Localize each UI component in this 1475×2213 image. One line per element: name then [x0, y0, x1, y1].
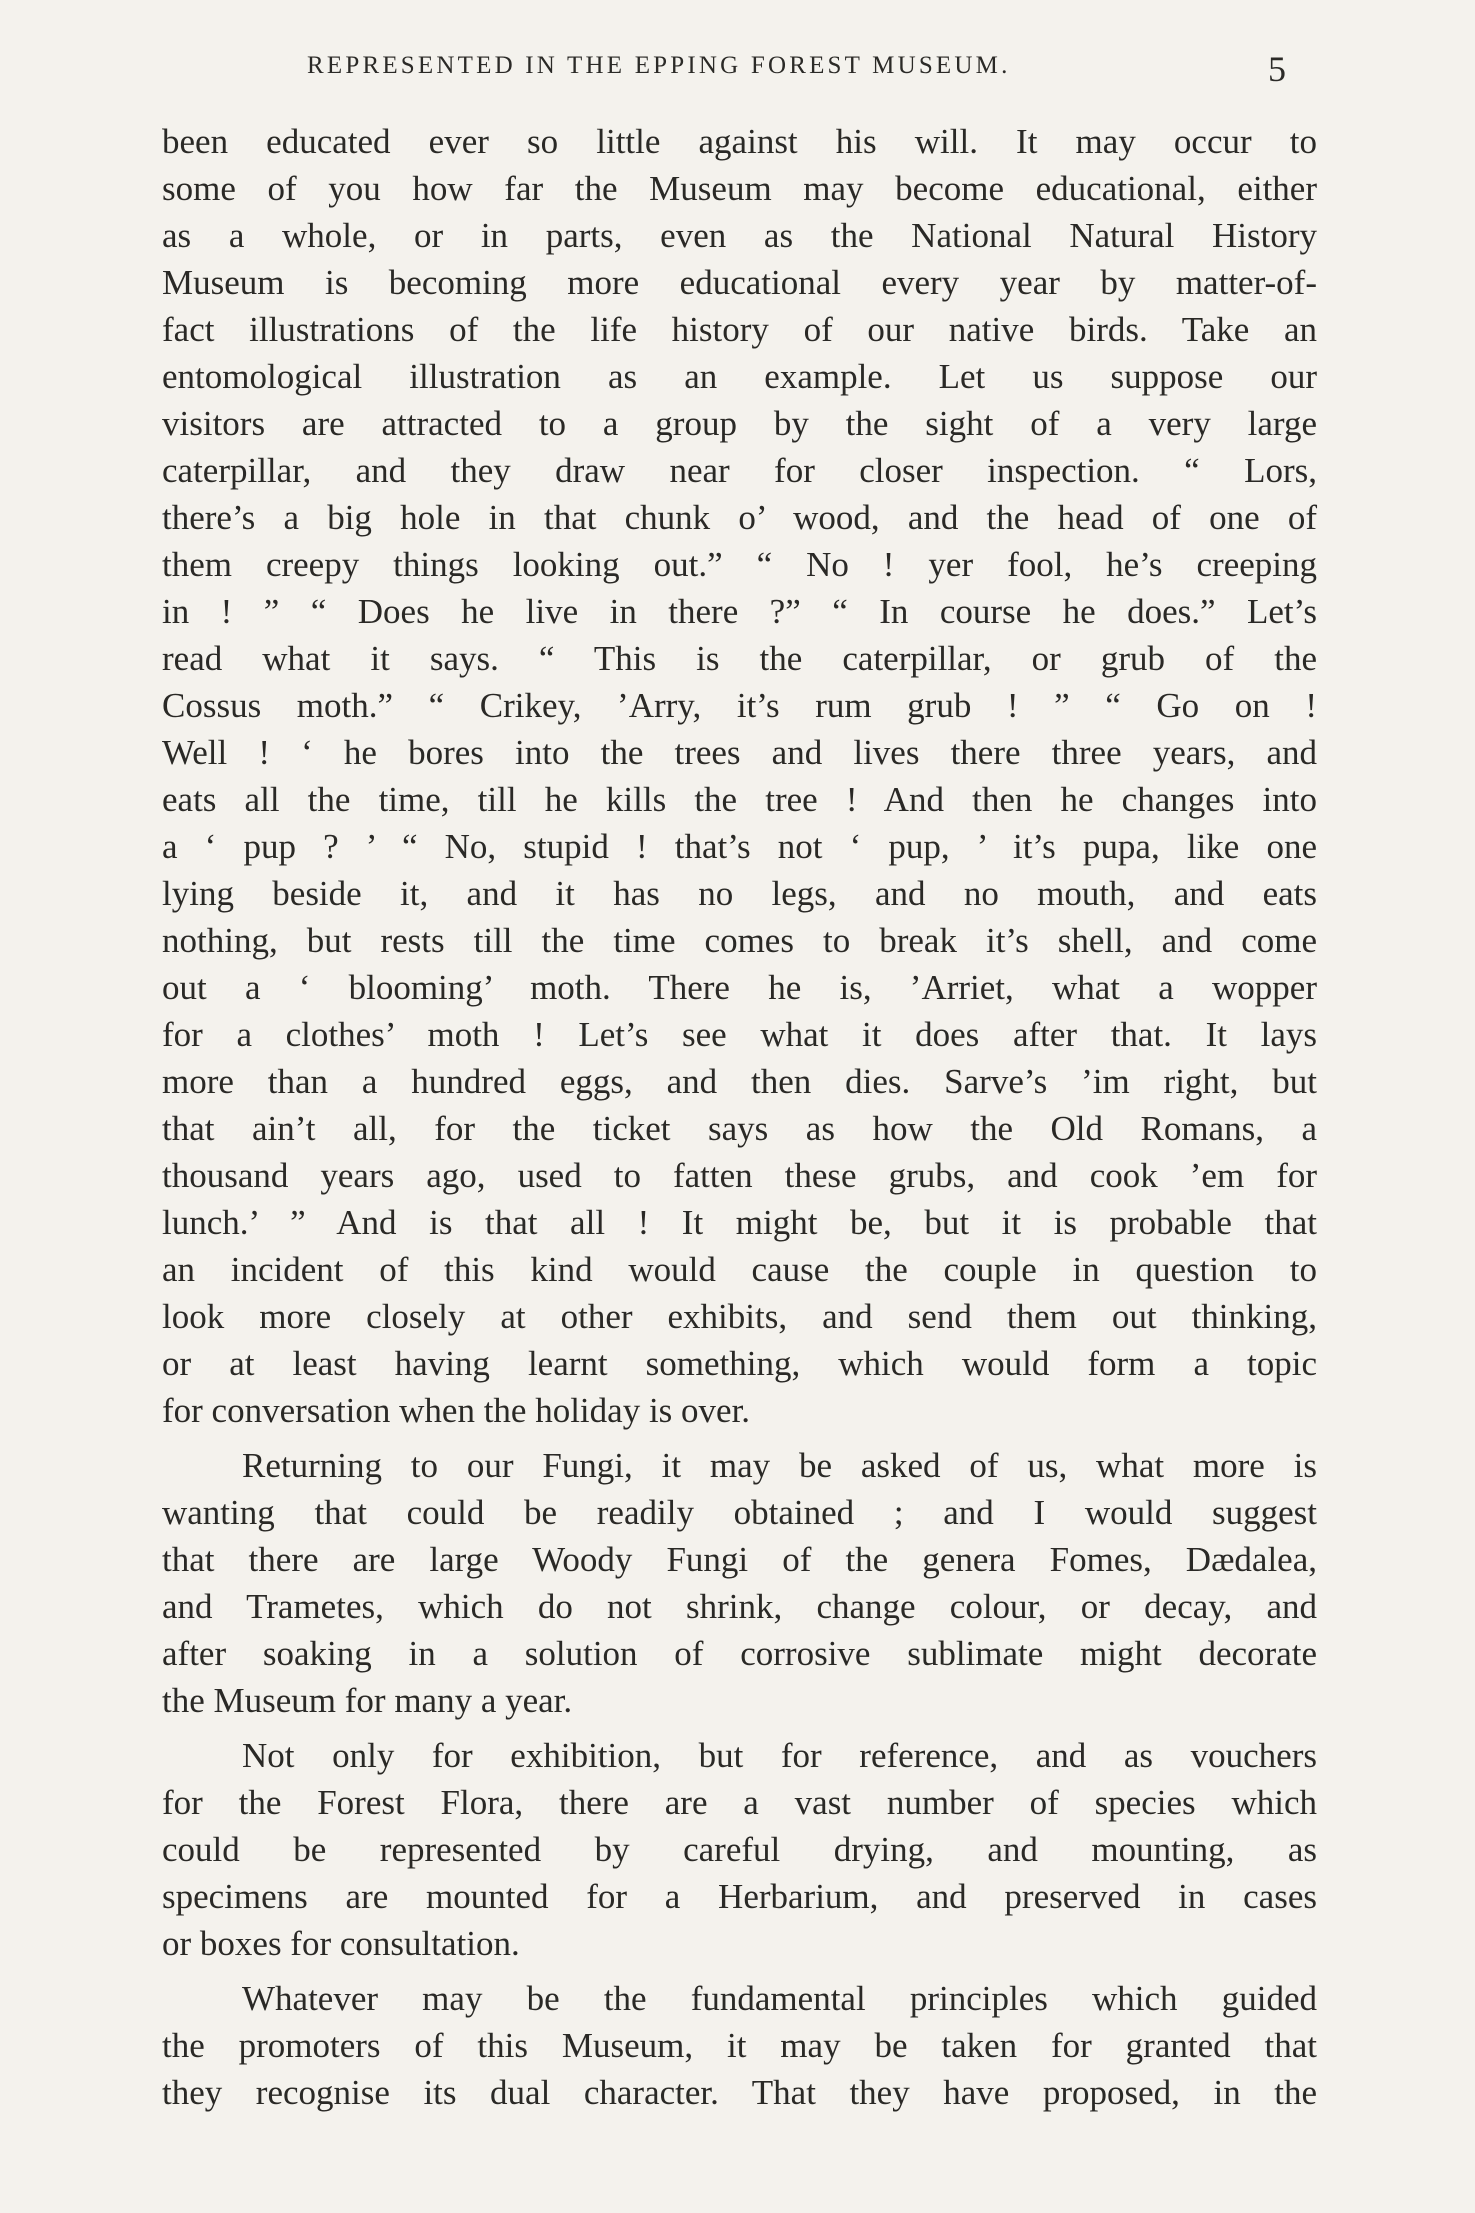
page-number: 5: [1268, 49, 1286, 89]
text-line: the promoters of this Museum, it may be taken for granted that: [162, 2026, 1317, 2065]
text-line: lunch.’ ” And is that all ! It might be, but it is probable that: [162, 1203, 1317, 1242]
text-line: caterpillar, and they draw near for closer inspection. “ Lors,: [162, 451, 1317, 490]
text-line: read what it says. “ This is the caterpillar, or grub of the: [162, 639, 1317, 678]
text-line: or boxes for consultation.: [162, 1924, 520, 1963]
running-title: REPRESENTED IN THE EPPING FOREST MUSEUM.: [307, 52, 1011, 79]
text-line: Museum is becoming more educational every year by matter-of-: [162, 263, 1317, 302]
text-line: could be represented by careful drying, and mounting, as: [162, 1830, 1317, 1869]
text-line: them creepy things looking out.” “ No ! yer fool, he’s creeping: [162, 545, 1317, 584]
text-line: Returning to our Fungi, it may be asked of us, what more is: [242, 1446, 1317, 1485]
text-line: entomological illustration as an example. Let us suppose our: [162, 357, 1317, 396]
text-line: or at least having learnt something, which would form a topic: [162, 1344, 1317, 1383]
running-header: [162, 49, 1342, 92]
text-line: that there are large Woody Fungi of the genera Fomes, Dædalea,: [162, 1540, 1317, 1579]
text-line: Well ! ‘ he bores into the trees and lives there three years, and: [162, 733, 1317, 772]
text-line: lying beside it, and it has no legs, and no mouth, and eats: [162, 874, 1317, 913]
text-line: out a ‘ blooming’ moth. There he is, ’Arriet, what a wopper: [162, 968, 1317, 1007]
text-line: an incident of this kind would cause the couple in question to: [162, 1250, 1317, 1289]
text-line: Whatever may be the fundamental principles which guided: [242, 1979, 1317, 2018]
text-line: look more closely at other exhibits, and send them out thinking,: [162, 1297, 1317, 1336]
text-line: in ! ” “ Does he live in there ?” “ In course he does.” Let’s: [162, 592, 1317, 631]
paragraph-2: [162, 1442, 1317, 1724]
text-line: wanting that could be readily obtained ; and I would suggest: [162, 1493, 1317, 1532]
text-line: thousand years ago, used to fatten these grubs, and cook ’em for: [162, 1156, 1317, 1195]
text-line: Not only for exhibition, but for reference, and as vouchers: [242, 1736, 1317, 1775]
text-line: there’s a big hole in that chunk o’ wood, and the head of one of: [162, 498, 1317, 537]
text-line: for conversation when the holiday is over.: [162, 1391, 751, 1430]
body-text: [162, 118, 1317, 2116]
text-line: some of you how far the Museum may become educational, either: [162, 169, 1317, 208]
text-line: as a whole, or in parts, even as the National Natural History: [162, 216, 1317, 255]
text-line: after soaking in a solution of corrosive sublimate might decorate: [162, 1634, 1317, 1673]
text-line: a ‘ pup ? ’ “ No, stupid ! that’s not ‘ pup, ’ it’s pupa, like one: [162, 827, 1317, 866]
text-line: that ain’t all, for the ticket says as how the Old Romans, a: [162, 1109, 1317, 1148]
text-line: the Museum for many a year.: [162, 1681, 573, 1720]
text-line: they recognise its dual character. That they have proposed, in the: [162, 2073, 1317, 2112]
paragraph-3: [162, 1732, 1317, 1967]
text-line: visitors are attracted to a group by the sight of a very large: [162, 404, 1317, 443]
text-line: and Trametes, which do not shrink, change colour, or decay, and: [162, 1587, 1317, 1626]
text-line: for a clothes’ moth ! Let’s see what it does after that. It lays: [162, 1015, 1317, 1054]
text-line: eats all the time, till he kills the tree ! And then he changes into: [162, 780, 1317, 819]
text-line: specimens are mounted for a Herbarium, and preserved in cases: [162, 1877, 1317, 1916]
text-line: nothing, but rests till the time comes to break it’s shell, and come: [162, 921, 1317, 960]
paragraph-4: [162, 1975, 1317, 2116]
text-line: for the Forest Flora, there are a vast number of species which: [162, 1783, 1317, 1822]
text-line: more than a hundred eggs, and then dies. Sarve’s ’im right, but: [162, 1062, 1317, 1101]
paragraph-1: [162, 118, 1317, 1434]
text-line: Cossus moth.” “ Crikey, ’Arry, it’s rum grub ! ” “ Go on !: [162, 686, 1317, 725]
text-line: fact illustrations of the life history of our native birds. Take an: [162, 310, 1317, 349]
text-line: been educated ever so little against his will. It may occur to: [162, 122, 1317, 161]
